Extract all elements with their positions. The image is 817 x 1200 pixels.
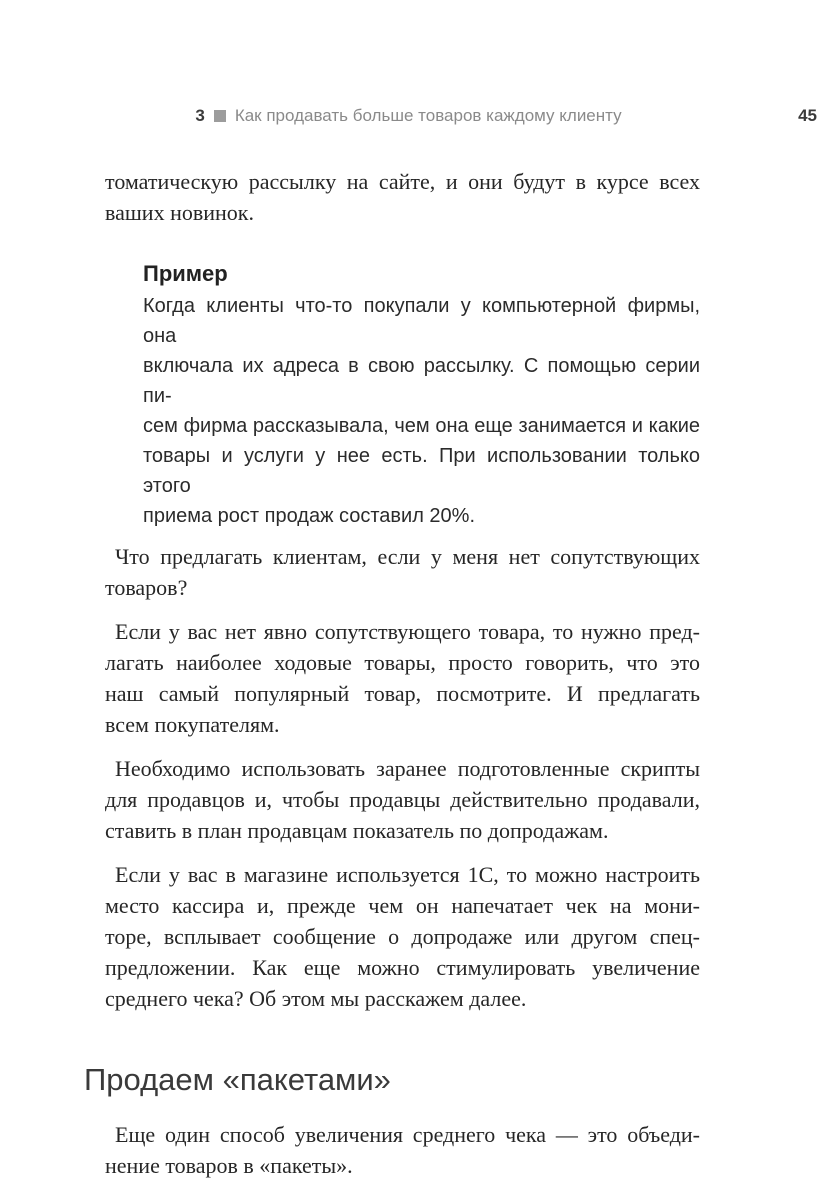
text-line: Что предлагать клиентам, если у меня нет сопутствующих: [115, 544, 700, 569]
text-line: приема рост продаж составил 20%.: [143, 505, 476, 527]
text-line: место кассира и, прежде чем он напечатает чек на мони-: [105, 893, 700, 918]
chapter-number: 3: [195, 106, 205, 125]
paragraph-continuation: [105, 166, 700, 228]
text-line: нение товаров в «пакеты».: [105, 1153, 353, 1178]
text-line: для продавцов и, чтобы продавцы действительно продавали,: [105, 787, 700, 812]
section-heading: Продаем «пакетами»: [84, 1062, 391, 1097]
text-line: включала их адреса в свою рассылку. С помощью серии пи-: [143, 355, 700, 407]
text-line: Если у вас нет явно сопутствующего товара, то нужно пред-: [115, 619, 700, 644]
text-line: ваших новинок.: [105, 200, 254, 225]
chapter-marker-icon: [214, 110, 226, 122]
page-number: 45: [798, 106, 817, 125]
text-line: Еще один способ увеличения среднего чека — это объеди-: [115, 1122, 700, 1147]
example-body: [143, 291, 700, 531]
text-line: томатическую рассылку на сайте, и они будут в курсе всех: [105, 169, 700, 194]
text-line: предложении. Как еще можно стимулировать увеличение: [105, 955, 700, 980]
text-line: сем фирма рассказывала, чем она еще занимается и какие: [143, 415, 700, 437]
text-line: наш самый популярный товар, посмотрите. И предлагать: [105, 681, 700, 706]
text-line: Необходимо использовать заранее подготовленные скрипты: [115, 756, 700, 781]
text-line: всем покупателям.: [105, 712, 280, 737]
page-header: [0, 104, 817, 128]
text-line: среднего чека? Об этом мы расскажем далее.: [105, 986, 527, 1011]
text-column: [84, 166, 700, 1181]
example-block: [143, 260, 700, 531]
paragraph-answer: [105, 616, 700, 740]
text-line: торе, всплывает сообщение о допродаже или другом спец-: [105, 924, 700, 949]
text-line: ставить в план продавцам показатель по допродажам.: [105, 818, 609, 843]
paragraph-question: [105, 541, 700, 603]
text-line: лагать наиболее ходовые товары, просто говорить, что это: [105, 650, 700, 675]
paragraph-packages: [105, 1119, 700, 1181]
paragraph-scripts: [105, 753, 700, 846]
chapter-title: Как продавать больше товаров каждому клиенту: [234, 106, 622, 125]
text-line: Если у вас в магазине используется 1С, то можно настроить: [115, 862, 700, 887]
example-heading: Пример: [143, 261, 228, 286]
text-line: Когда клиенты что-то покупали у компьютерной фирмы, она: [143, 295, 700, 347]
running-title: [0, 104, 817, 128]
paragraph-1c: [105, 859, 700, 1014]
text-line: товары и услуги у нее есть. При использовании только этого: [143, 445, 700, 497]
text-line: товаров?: [105, 575, 188, 600]
